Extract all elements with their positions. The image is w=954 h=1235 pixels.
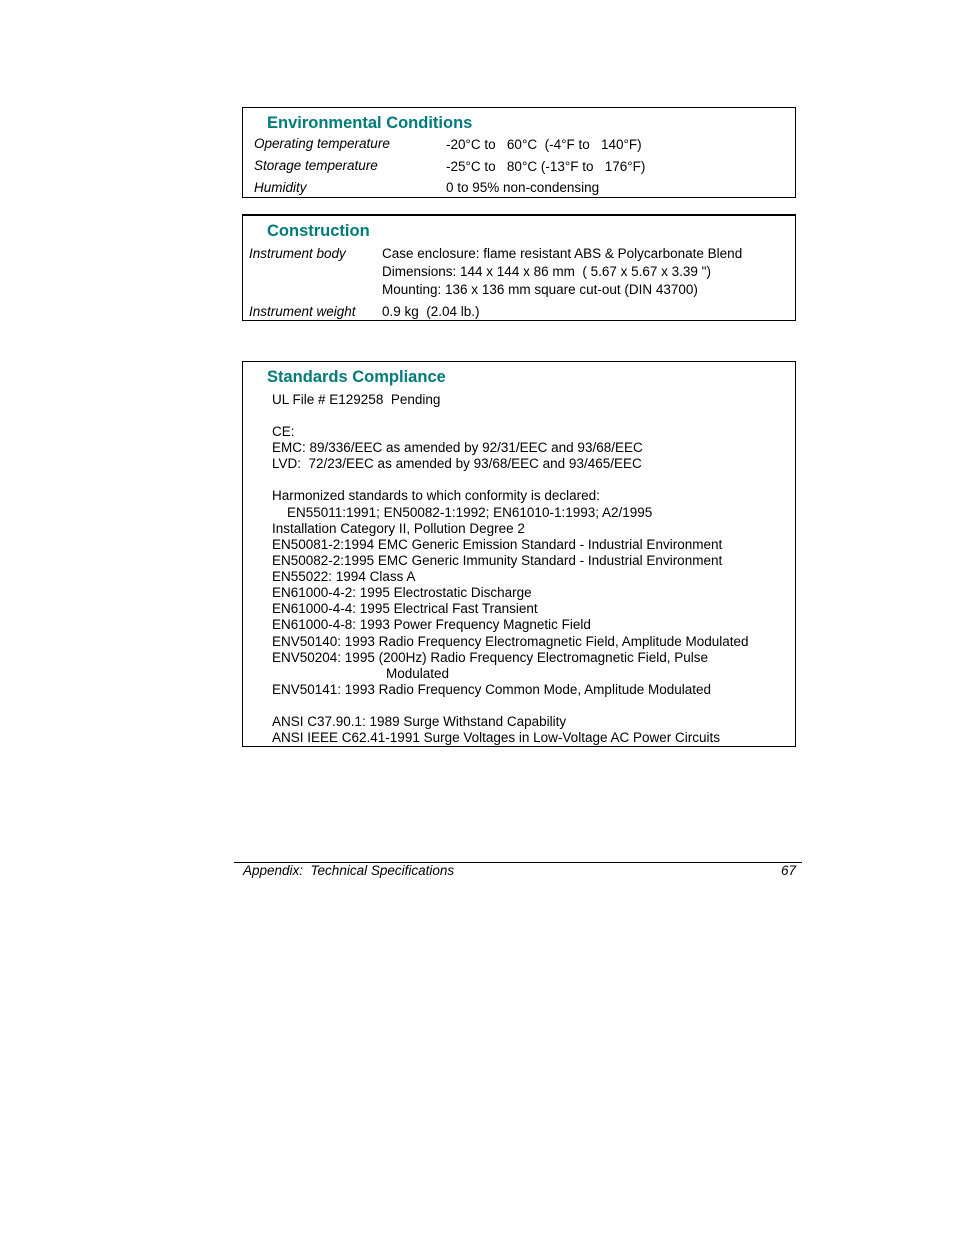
environmental-conditions-heading: Environmental Conditions (267, 114, 473, 132)
standard-item: EN50081-2:1994 EMC Generic Emission Standard - Industrial Environment (272, 537, 723, 552)
standard-item-continuation: Modulated (386, 666, 450, 681)
operating-temperature-label: Operating temperature (254, 136, 390, 151)
instrument-body-line-3: Mounting: 136 x 136 mm square cut-out (DIN 43700) (382, 282, 698, 297)
standard-item: EN61000-4-2: 1995 Electrostatic Discharge (272, 585, 532, 600)
standard-item: ENV50204: 1995 (200Hz) Radio Frequency Electromagnetic Field, Pulse (272, 650, 708, 665)
construction-heading: Construction (267, 222, 370, 240)
emc-line: EMC: 89/336/EEC as amended by 92/31/EEC and 93/68/EEC (272, 440, 643, 455)
humidity-value: 0 to 95% non-condensing (446, 180, 600, 195)
harmonized-list: EN55011:1991; EN50082-1:1992; EN61010-1:1993; A2/1995 (287, 505, 653, 520)
standard-item: ENV50140: 1993 Radio Frequency Electromagnetic Field, Amplitude Modulated (272, 634, 749, 649)
instrument-body-label: Instrument body (249, 246, 346, 261)
instrument-body-line-2: Dimensions: 144 x 144 x 86 mm ( 5.67 x 5.67 x 3.39 ") (382, 264, 711, 279)
standard-item: EN55022: 1994 Class A (272, 569, 416, 584)
operating-temperature-value: -20°C to 60°C (-4°F to 140°F) (446, 137, 642, 152)
storage-temperature-label: Storage temperature (254, 158, 378, 173)
standard-item: EN50082-2:1995 EMC Generic Immunity Standard - Industrial Environment (272, 553, 723, 568)
standard-item: EN61000-4-8: 1993 Power Frequency Magnetic Field (272, 617, 591, 632)
standards-compliance-box (242, 361, 796, 747)
instrument-weight-value: 0.9 kg (2.04 lb.) (382, 304, 480, 319)
storage-temperature-value: -25°C to 80°C (-13°F to 176°F) (446, 159, 646, 174)
instrument-body-line-1: Case enclosure: flame resistant ABS & Polycarbonate Blend (382, 246, 743, 261)
humidity-label: Humidity (254, 180, 307, 195)
harmonized-intro: Harmonized standards to which conformity is declared: (272, 488, 600, 503)
page-number: 67 (780, 863, 796, 878)
ansi-line: ANSI IEEE C62.41-1991 Surge Voltages in Low-Voltage AC Power Circuits (272, 730, 720, 745)
standard-item: EN61000-4-4: 1995 Electrical Fast Transient (272, 601, 538, 616)
ansi-line: ANSI C37.90.1: 1989 Surge Withstand Capability (272, 714, 567, 729)
standards-compliance-heading: Standards Compliance (267, 368, 446, 386)
instrument-weight-label: Instrument weight (249, 304, 356, 319)
lvd-line: LVD: 72/23/EEC as amended by 93/68/EEC and 93/465/EEC (272, 456, 642, 471)
environmental-conditions-box (242, 107, 796, 198)
ul-file-line: UL File # E129258 Pending (272, 392, 441, 407)
footer-section-title: Appendix: Technical Specifications (243, 863, 455, 878)
construction-box (242, 214, 796, 321)
standard-item: Installation Category II, Pollution Degree 2 (272, 521, 525, 536)
standard-item: ENV50141: 1993 Radio Frequency Common Mode, Amplitude Modulated (272, 682, 712, 697)
ce-label: CE: (272, 424, 295, 439)
